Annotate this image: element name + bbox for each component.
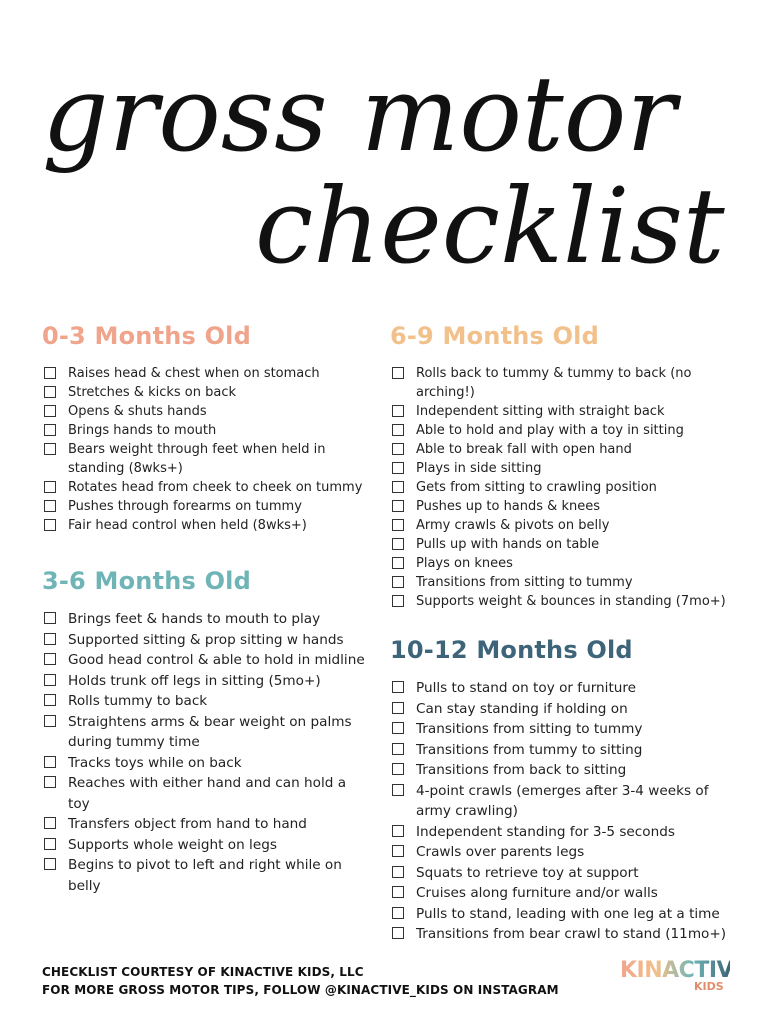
checklist-item[interactable] <box>42 712 372 753</box>
checklist-item[interactable] <box>42 402 372 421</box>
footer-credits <box>42 963 559 999</box>
checklist-item-label: Pulls up with hands on table <box>416 537 600 552</box>
section-heading: 10-12 Months Old <box>390 636 633 664</box>
checklist-item-label: Transitions from back to sitting <box>416 762 627 778</box>
checklist-item-label: Pushes up to hands & knees <box>416 499 600 514</box>
checklist-item-label: Reaches with either hand and can hold a toy <box>68 775 347 812</box>
checklist-item-label: Brings feet & hands to mouth to play <box>68 611 321 627</box>
checkbox[interactable] <box>44 367 56 379</box>
checklist-item-label: Pushes through forearms on tummy <box>68 499 302 514</box>
checkbox[interactable] <box>392 927 404 939</box>
section-heading: 6-9 Months Old <box>390 322 599 350</box>
checkbox[interactable] <box>392 722 404 734</box>
checkbox[interactable] <box>44 653 56 665</box>
checklist-item[interactable] <box>390 573 740 592</box>
checklist-item-label: Supported sitting & prop sitting w hands <box>68 631 344 648</box>
checklist-item[interactable] <box>42 671 372 692</box>
checklist-item[interactable] <box>42 516 372 535</box>
checkbox[interactable] <box>392 784 404 796</box>
checklist-item[interactable] <box>390 402 740 421</box>
checkbox[interactable] <box>44 500 56 512</box>
section-6-9-months <box>390 322 740 611</box>
checkbox[interactable] <box>392 845 404 857</box>
section-heading: 3-6 Months Old <box>42 567 251 595</box>
checkbox[interactable] <box>392 462 404 474</box>
checklist-item[interactable] <box>42 773 372 814</box>
checkbox[interactable] <box>392 538 404 550</box>
title-line-2: checklist <box>255 165 725 287</box>
checklist-item-label: Rolls back to tummy & tummy to back (no arching!) <box>416 366 692 400</box>
checkbox[interactable] <box>44 694 56 706</box>
checklist-item-label: Plays in side sitting <box>416 461 542 476</box>
checklist-item-label: Tracks toys while on back <box>68 754 242 771</box>
checklist-item-label: Independent sitting with straight back <box>416 404 665 419</box>
checklist-item[interactable] <box>42 478 372 497</box>
checklist-item[interactable] <box>390 535 740 554</box>
checklist-item-label: Plays on knees <box>416 556 513 571</box>
checkbox[interactable] <box>392 424 404 436</box>
checkbox[interactable] <box>392 825 404 837</box>
checklist-item-label: Begins to pivot to left and right while on belly <box>68 857 342 894</box>
checklist-item-label: 4-point crawls (emerges after 3-4 weeks of army crawling) <box>416 782 709 819</box>
checkbox[interactable] <box>392 576 404 588</box>
checklist-item-label: Able to break fall with open hand <box>416 442 632 457</box>
checklist-item[interactable] <box>390 592 740 611</box>
checkbox[interactable] <box>44 715 56 727</box>
checklist-item[interactable] <box>390 421 740 440</box>
checklist-item-label: Stretches & kicks on back <box>68 385 237 400</box>
section-10-12-months <box>390 636 740 945</box>
checklist-item-label: Transitions from sitting to tummy <box>416 721 643 737</box>
checkbox[interactable] <box>392 595 404 607</box>
checkbox[interactable] <box>44 405 56 417</box>
checklist-item[interactable] <box>390 678 740 699</box>
checklist-item[interactable] <box>390 760 740 781</box>
checklist-item[interactable] <box>42 753 372 774</box>
checklist-item-label: Rolls tummy to back <box>68 693 208 709</box>
checklist-item[interactable] <box>42 440 372 478</box>
kinactive-logo <box>620 958 748 1000</box>
checklist-item-label: Brings hands to mouth <box>68 423 217 438</box>
checkbox[interactable] <box>44 424 56 436</box>
checklist <box>390 364 740 611</box>
checkbox[interactable] <box>44 443 56 455</box>
checklist-item[interactable] <box>390 924 740 945</box>
checklist-item[interactable] <box>42 814 372 835</box>
checklist-item[interactable] <box>42 691 372 712</box>
checklist-item-label: Transitions from bear crawl to stand (11mo+) <box>416 926 727 942</box>
checklist-item[interactable] <box>42 630 372 651</box>
checklist-item[interactable] <box>390 364 740 402</box>
checklist-item-label: Bears weight through feet when held in standing (8wks+) <box>68 442 326 476</box>
checklist-item[interactable] <box>42 383 372 402</box>
checklist-item[interactable] <box>390 478 740 497</box>
checklist-item[interactable] <box>390 781 740 822</box>
checklist-item[interactable] <box>390 516 740 535</box>
title-script <box>0 0 768 310</box>
checklist-item[interactable] <box>390 699 740 720</box>
checkbox[interactable] <box>392 405 404 417</box>
checkbox[interactable] <box>44 633 56 645</box>
checkbox[interactable] <box>44 838 56 850</box>
checklist-item[interactable] <box>390 719 740 740</box>
checklist-item[interactable] <box>42 497 372 516</box>
checklist-item[interactable] <box>42 421 372 440</box>
checkbox[interactable] <box>392 519 404 531</box>
checklist-item-label: Transfers object from hand to hand <box>68 816 307 832</box>
checklist-item-label: Army crawls & pivots on belly <box>416 518 610 533</box>
checklist-item[interactable] <box>390 883 740 904</box>
checklist-item-label: Transitions from sitting to tummy <box>416 575 633 590</box>
checklist-item-label: Raises head & chest when on stomach <box>68 366 320 381</box>
checkbox[interactable] <box>44 481 56 493</box>
checklist <box>390 678 740 945</box>
logo-sub: KIDS <box>694 980 724 993</box>
checklist-item-label: Fair head control when held (8wks+) <box>68 518 307 533</box>
checkbox[interactable] <box>392 443 404 455</box>
checklist-item-label: Cruises along furniture and/or walls <box>416 885 658 901</box>
checklist-item-label: Gets from sitting to crawling position <box>416 480 657 495</box>
checkbox[interactable] <box>392 500 404 512</box>
checklist-item[interactable] <box>390 822 740 843</box>
checklist-item[interactable] <box>390 904 740 925</box>
checklist-item-label: Straightens arms & bear weight on palms during tummy time <box>68 713 352 750</box>
checklist-item-label: Transitions from tummy to sitting <box>416 741 643 758</box>
checkbox[interactable] <box>392 743 404 755</box>
checklist-item-label: Can stay standing if holding on <box>416 700 628 717</box>
footer-line-1: CHECKLIST COURTESY OF KINACTIVE KIDS, LLC <box>42 965 364 979</box>
checkbox[interactable] <box>44 612 56 624</box>
checkbox[interactable] <box>392 557 404 569</box>
checklist-item-label: Supports weight & bounces in standing (7mo+) <box>416 594 726 609</box>
checklist-item[interactable] <box>390 842 740 863</box>
checklist-item-label: Independent standing for 3-5 seconds <box>416 823 675 840</box>
checklist-item[interactable] <box>390 554 740 573</box>
checklist-item[interactable] <box>42 835 372 856</box>
section-0-3-months <box>42 322 372 535</box>
checkbox[interactable] <box>44 817 56 829</box>
checklist-item-label: Rotates head from cheek to cheek on tummy <box>68 480 363 495</box>
checkbox[interactable] <box>392 702 404 714</box>
checkbox[interactable] <box>392 367 404 379</box>
section-heading: 0-3 Months Old <box>42 322 251 350</box>
checklist <box>42 364 372 535</box>
checkbox[interactable] <box>392 866 404 878</box>
checklist-item[interactable] <box>390 459 740 478</box>
checklist-item-label: Good head control & able to hold in midline <box>68 652 365 668</box>
checklist-item-label: Holds trunk off legs in sitting (5mo+) <box>68 672 321 689</box>
footer-line-2: FOR MORE GROSS MOTOR TIPS, FOLLOW @KINACTIVE_KIDS ON INSTAGRAM <box>42 983 559 997</box>
checklist-item-label: Able to hold and play with a toy in sitting <box>416 423 684 438</box>
checklist-item-label: Pulls to stand on toy or furniture <box>416 680 637 696</box>
checklist-item-label: Squats to retrieve toy at support <box>416 864 639 881</box>
checklist-item[interactable] <box>42 855 372 896</box>
checkbox[interactable] <box>44 756 56 768</box>
checklist-item[interactable] <box>42 650 372 671</box>
checklist-item-label: Crawls over parents legs <box>416 844 585 860</box>
page-title <box>0 0 768 310</box>
checklist-item-label: Opens & shuts hands <box>68 404 207 419</box>
checkbox[interactable] <box>392 681 404 693</box>
checklist-item-label: Pulls to stand, leading with one leg at a time <box>416 905 720 922</box>
checkbox[interactable] <box>44 858 56 870</box>
checklist-item[interactable] <box>390 440 740 459</box>
checkbox[interactable] <box>44 776 56 788</box>
checkbox[interactable] <box>392 481 404 493</box>
checkbox[interactable] <box>44 674 56 686</box>
title-line-1: gross motor <box>42 53 677 175</box>
checkbox[interactable] <box>44 386 56 398</box>
checklist-item[interactable] <box>390 863 740 884</box>
checklist-item[interactable] <box>390 497 740 516</box>
checkbox[interactable] <box>392 886 404 898</box>
checklist-item[interactable] <box>42 364 372 383</box>
checklist-item[interactable] <box>390 740 740 761</box>
section-3-6-months <box>42 567 372 896</box>
checklist <box>42 609 372 896</box>
checkbox[interactable] <box>44 519 56 531</box>
checkbox[interactable] <box>392 763 404 775</box>
checklist-item[interactable] <box>42 609 372 630</box>
checkbox[interactable] <box>392 907 404 919</box>
logo-brand: KINACTIVE <box>620 958 748 983</box>
checklist-item-label: Supports whole weight on legs <box>68 836 277 853</box>
